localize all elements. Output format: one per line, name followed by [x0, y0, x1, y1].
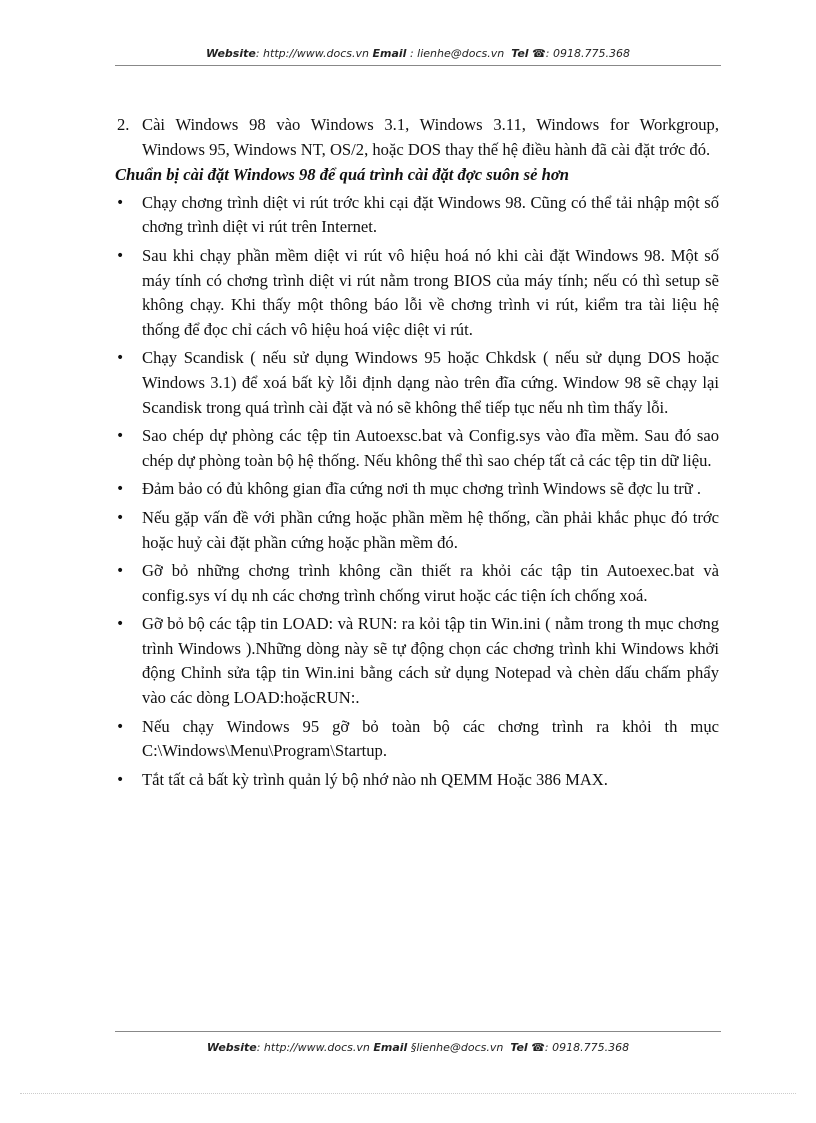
bullet-icon: • [116, 718, 125, 735]
list-item-text: Gỡ bỏ bộ các tập tin LOAD: và RUN: ra kỏi tập tin Win.ini ( nằm trong th mục chơng trình Windows ).Những dòng này sẽ tự động chọn các chơng trình khi Windows khởi động Chỉnh sửa tập tin Win.ini bằng cách sử dụng Notepad và chèn dấu chấm phẩy vào các dòng LOAD:hoặcRUN:. [142, 614, 719, 708]
bullet-icon: • [116, 194, 125, 211]
bullet-icon: • [116, 509, 125, 526]
page-footer [115, 1041, 721, 1054]
footer-email-label: Email [373, 1041, 408, 1054]
bullet-icon: • [116, 563, 125, 580]
list-item [115, 715, 719, 764]
header-website-value: : http://www.docs.vn [255, 47, 370, 60]
list-item [115, 424, 719, 473]
bullet-icon: • [116, 616, 125, 633]
footer-website-label: Website [206, 1041, 257, 1054]
list-item [115, 346, 719, 420]
list-item [115, 191, 719, 240]
bullet-icon: • [116, 428, 125, 445]
header-tel-value: : 0918.775.368 [545, 47, 630, 60]
header-rule [115, 65, 721, 66]
item-text: Cài Windows 98 vào Windows 3.1, Windows 3.11, Windows for Workgroup, Windows 95, Windows NT, OS/2, hoặc DOS thay thế hệ điều hành đã cài đặt trớc đó. [142, 115, 719, 159]
list-item-text: Sau khi chạy phần mềm diệt vi rút vô hiệu hoá nó khi cài đặt Windows 98. Một số máy tính có chơng trình diệt vi rút nằm trong BIOS của máy tính; nếu có thì setup sẽ không chạy. Khi thấy một thông báo lỗi về chơng trình vi rút, kiểm tra tài liệu hệ thống để đọc chỉ cách vô hiệu hoá việc diệt vi rút. [142, 245, 719, 339]
bullet-icon: • [116, 247, 125, 264]
list-item-text: Nếu chạy Windows 95 gỡ bỏ toàn bộ các chơng trình ra khỏi th mục C:\Windows\Menu\Program\Startup. [142, 716, 719, 761]
header-website-label: Website [206, 47, 256, 60]
page-header [115, 47, 721, 60]
header-tel-label: Tel [511, 47, 529, 60]
list-item [115, 768, 719, 793]
footer-tel-label: Tel [510, 1041, 528, 1054]
phone-icon: ☎ [532, 47, 546, 60]
page-bottom-dotted-rule [20, 1093, 796, 1094]
footer-rule [115, 1031, 721, 1032]
list-item [115, 244, 719, 342]
list-item [115, 506, 719, 555]
list-item-text: Gỡ bỏ những chơng trình không cần thiết ra khỏi các tập tin Autoexec.bat và config.sys ví dụ nh các chơng trình chống virut hoặc các tiện ích chống xoá. [142, 561, 719, 605]
header-email-label: Email [372, 47, 407, 60]
list-item-text: Chạy chơng trình diệt vi rút trớc khi cại đặt Windows 98. Cũng có thể tải nhập một số chơng trình diệt vi rút trên Internet. [142, 192, 719, 237]
list-item-text: Sao chép dự phòng các tệp tin Autoexsc.bat và Config.sys vào đĩa mềm. Sau đó sao chép dự phòng toàn bộ hệ thống. Nếu không thể thì sao chép tất cả các tệp tin dữ liệu. [142, 426, 719, 470]
list-item [115, 559, 719, 608]
section-heading: Chuẩn bị cài đặt Windows 98 để quá trình cài đặt đợc suôn sẻ hơn [115, 165, 569, 185]
bullet-icon: • [116, 481, 125, 498]
header-email-value: : lienhe@docs.vn [409, 47, 505, 60]
footer-tel-value: : 0918.775.368 [544, 1041, 630, 1054]
footer-email-value: §lienhe@docs.vn [410, 1041, 504, 1054]
document-body [115, 113, 719, 796]
list-item-text: Tắt tất cả bất kỳ trình quản lý bộ nhớ nào nh QEMM Hoặc 386 MAX. [142, 769, 608, 789]
bullet-icon: • [116, 350, 125, 367]
list-item-text: Đảm bảo có đủ không gian đĩa cứng nơi th mục chơng trình Windows sẽ đợc lu trữ . [142, 479, 702, 499]
bullet-list [115, 191, 719, 793]
list-item [115, 612, 719, 710]
phone-icon: ☎ [531, 1041, 545, 1054]
list-item [115, 477, 719, 502]
footer-website-value: : http://www.docs.vn [256, 1041, 370, 1054]
list-item-text: Chạy Scandisk ( nếu sử dụng Windows 95 hoặc Chkdsk ( nếu sử dụng DOS hoặc Windows 3.1) để xoá bất kỳ lỗi định dạng nào trên đĩa cứng. Window 98 sẽ chạy lại Scandisk trong quá trình cài đặt và nó sẽ không thể tiếp tục nếu nh tìm thấy lỗi. [142, 348, 719, 417]
list-item-text: Nếu gặp vấn đề với phần cứng hoặc phần mềm hệ thống, cần phải khắc phục đó trớc hoặc huỷ cài đặt phần cứng hoặc phần mềm đó. [142, 507, 719, 552]
bullet-icon: • [116, 771, 125, 788]
item-number: 2. [117, 115, 130, 134]
numbered-item [115, 113, 719, 162]
